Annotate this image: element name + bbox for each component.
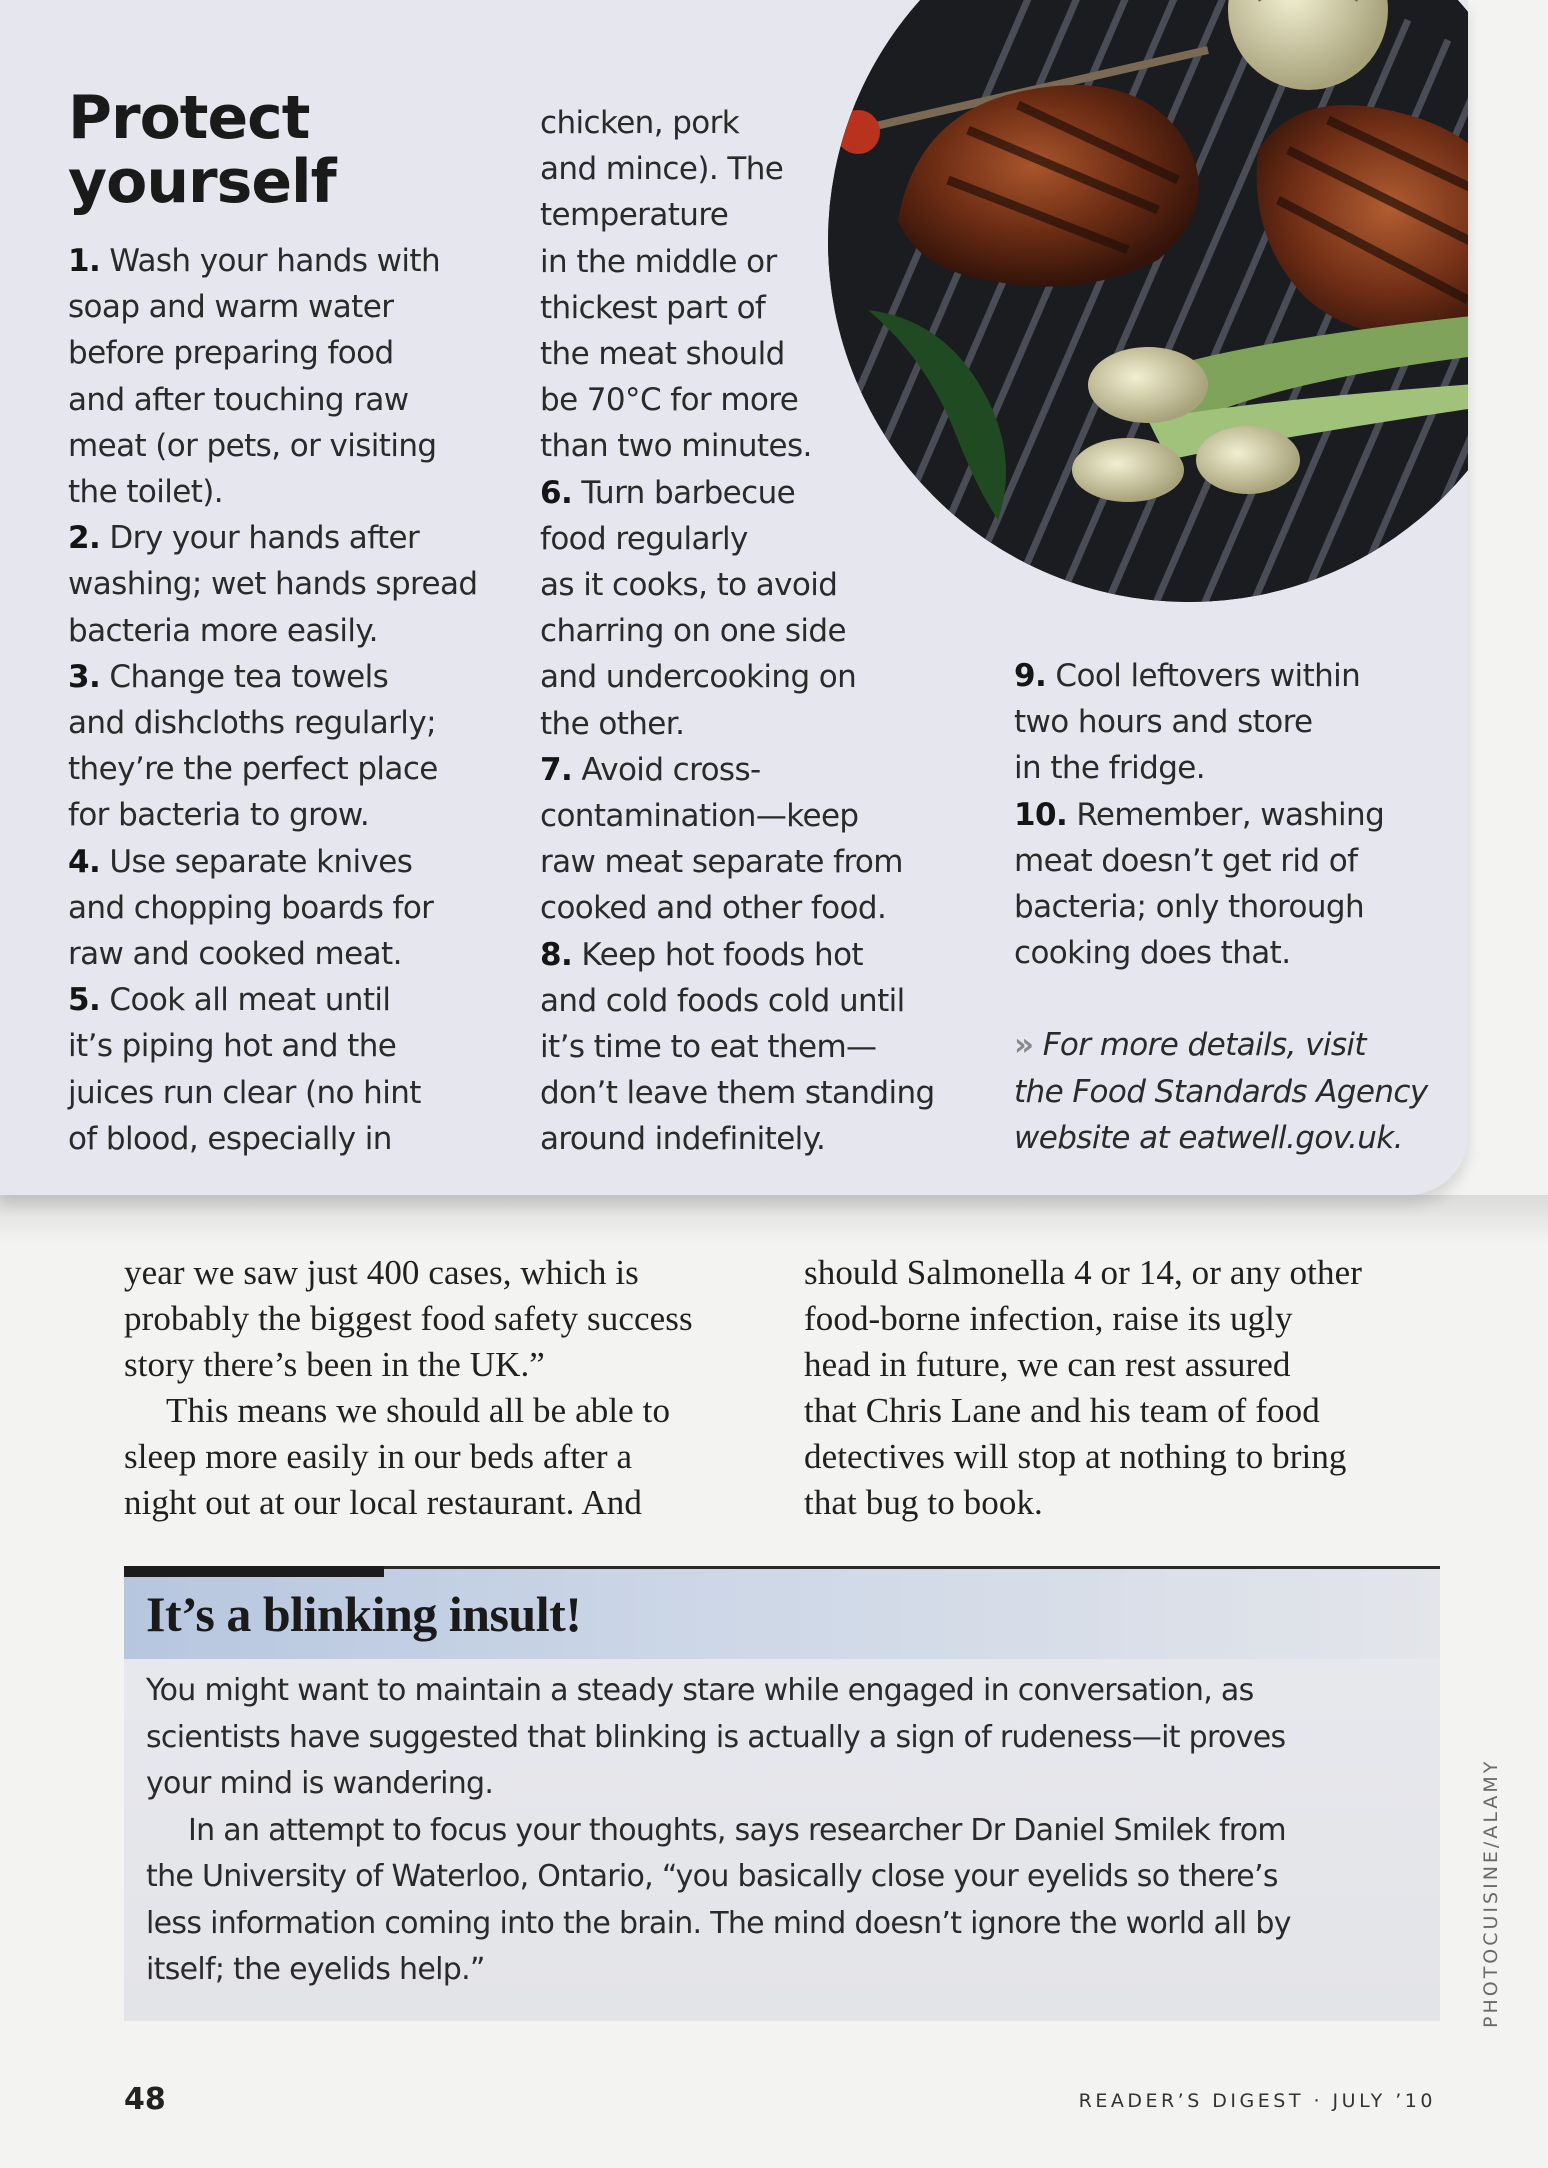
double-chevron-icon: »	[1014, 1027, 1034, 1064]
tip-4	[68, 839, 508, 978]
box-paragraph: You might want to maintain a steady stare while engaged in conversation, as scientists have suggested that blinking is actually a sign of rudeness—it proves your mind is wandering.	[146, 1673, 1286, 1801]
tips-column-2	[540, 100, 960, 1163]
tips-column-3	[1014, 653, 1454, 1161]
tip-text: Cool leftovers within two hours and store in the fridge.	[1014, 658, 1361, 787]
box-accent-rule	[124, 1566, 384, 1577]
article-paragraph: year we saw just 400 cases, which is probably the biggest food safety success story there’s been in the UK.”	[124, 1253, 693, 1384]
box-paragraph: In an attempt to focus your thoughts, says researcher Dr Daniel Smilek from the University of Waterloo, Ontario, “you basically close your eyelids so there’s less information coming into the brain. The mind doesn’t ignore the world all by itself; the eyelids help.”	[146, 1812, 1291, 1987]
tip-1	[68, 238, 508, 515]
box-title: It’s a blinking insult!	[146, 1586, 582, 1642]
tip-5-continued: chicken, pork and mince). The temperature in the middle or thickest part of the meat should be 70°C for more than two minutes.	[540, 105, 812, 465]
tip-6	[540, 470, 960, 747]
panel-shadow	[0, 1195, 1548, 1243]
tip-text: Avoid cross- contamination—keep raw meat separate from cooked and other food.	[540, 751, 903, 927]
tip-10	[1014, 792, 1454, 977]
tip-number: 8.	[540, 936, 573, 973]
tip-number: 4.	[68, 843, 101, 880]
more-info-text: For more details, visit the Food Standards Agency website at eatwell.gov.uk.	[1014, 1027, 1428, 1156]
tip-7	[540, 747, 960, 932]
tip-number: 2.	[68, 520, 101, 557]
tip-text: Turn barbecue food regularly as it cooks, to avoid charring on one side and undercooking on the other.	[540, 474, 857, 742]
tip-9	[1014, 653, 1454, 792]
box-body	[146, 1668, 1436, 1994]
tip-text: Dry your hands after washing; wet hands spread bacteria more easily.	[68, 520, 478, 649]
tip-text: Remember, washing meat doesn’t get rid of bacteria; only thorough cooking does that.	[1014, 796, 1385, 972]
more-info-link	[1014, 1022, 1454, 1161]
running-footer: READER’S DIGEST · JULY ’10	[1078, 2090, 1436, 2112]
tip-number: 6.	[540, 474, 573, 511]
article-column-1	[124, 1250, 764, 1526]
tip-8	[540, 932, 960, 1163]
tip-3	[68, 654, 508, 839]
tip-number: 5.	[68, 982, 101, 1019]
tip-text: Keep hot foods hot and cold foods cold until it’s time to eat them— don’t leave them standing around indefinitely.	[540, 936, 935, 1158]
tip-text: Cook all meat until it’s piping hot and the juices run clear (no hint of blood, especially in	[68, 982, 421, 1157]
tips-column-1	[68, 238, 508, 1162]
sidebar-title: Protect yourself	[68, 83, 336, 217]
tip-text: Change tea towels and dishcloths regularly; they’re the perfect place for bacteria to grow.	[68, 658, 438, 834]
tip-2	[68, 515, 508, 654]
tip-number: 1.	[68, 243, 101, 279]
tip-number: 7.	[540, 751, 573, 788]
article-paragraph: should Salmonella 4 or 14, or any other food-borne infection, raise its ugly head in future, we can rest assured that Chris Lane and his team of food detectives will stop at nothing to bring that bug to book.	[804, 1253, 1362, 1522]
tip-number: 10.	[1014, 796, 1068, 833]
page-number: 48	[124, 2082, 166, 2117]
article-column-2	[804, 1250, 1444, 1526]
tip-number: 3.	[68, 658, 101, 695]
photo-credit: PHOTOCUISINE/ALAMY	[1480, 1758, 1502, 2028]
article-paragraph: This means we should all be able to sleep more easily in our beds after a night out at our local restaurant. And	[124, 1391, 671, 1522]
tip-5	[68, 977, 508, 1162]
tip-number: 9.	[1014, 658, 1047, 694]
tip-text: Wash your hands with soap and warm water before preparing food and after touching raw meat (or pets, or visiting the toilet).	[68, 243, 441, 511]
tip-text: Use separate knives and chopping boards for raw and cooked meat.	[68, 843, 434, 973]
blinking-insult-box	[124, 1566, 1440, 2021]
